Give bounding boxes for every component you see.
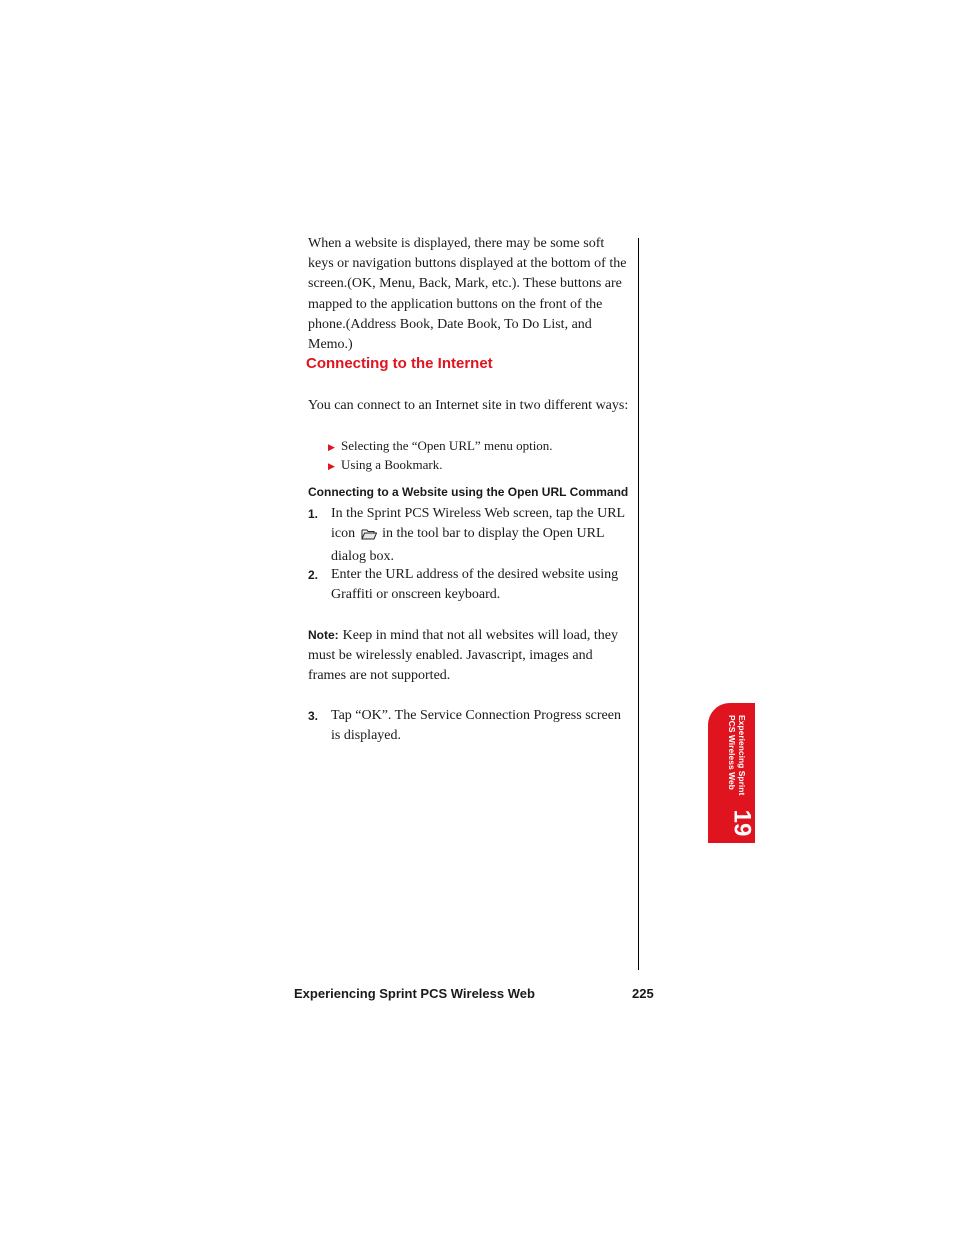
open-folder-icon — [361, 527, 377, 547]
step-number: 3. — [308, 709, 319, 723]
page-number: 225 — [632, 986, 654, 1001]
chapter-tab-line: Experiencing Sprint — [737, 715, 747, 796]
footer-title: Experiencing Sprint PCS Wireless Web — [294, 986, 535, 1001]
lead-paragraph: You can connect to an Internet site in two different ways: — [308, 398, 629, 413]
note-text: Keep in mind that not all websites will load, they must be wirelessly enabled. Javascript, images and frames are not supported. — [308, 628, 618, 684]
vertical-rule — [638, 238, 639, 970]
section-heading: Connecting to the Internet — [306, 355, 493, 372]
step-text: In the Sprint PCS Wireless Web screen, tap the URL icon — [331, 506, 625, 542]
step-item — [308, 706, 630, 746]
bullet-text: Selecting the “Open URL” menu option. — [341, 438, 553, 453]
step-text: in the tool bar to display the Open URL dialog box. — [331, 526, 604, 565]
chapter-number: 19 — [728, 809, 755, 837]
intro-paragraph: When a website is displayed, there may be some soft keys or navigation buttons displayed at the bottom of the screen.(OK, Menu, Back, Mark, etc.). These buttons are mapped to the application buttons on the front of the phone.(Address Book, Date Book, To Do List, and Memo.) — [308, 236, 627, 353]
chapter-tab-line: PCS Wireless Web — [727, 715, 737, 790]
chapter-tab-title — [727, 715, 747, 795]
note-paragraph — [308, 625, 630, 687]
bullet-arrow-icon: ▶ — [328, 442, 335, 452]
chapter-tab — [708, 703, 755, 843]
sub-heading: Connecting to a Website using the Open URL Command — [308, 485, 629, 499]
step-number: 2. — [308, 568, 319, 582]
step-item — [308, 504, 630, 568]
bullet-arrow-icon: ▶ — [328, 461, 335, 471]
step-number: 1. — [308, 507, 319, 521]
note-label: Note: — [308, 628, 339, 642]
step-text: Tap “OK”. The Service Connection Progress screen is displayed. — [331, 708, 621, 744]
step-text: Enter the URL address of the desired website using Graffiti or onscreen keyboard. — [331, 567, 619, 603]
bullet-item — [328, 437, 553, 456]
bullet-text: Using a Bookmark. — [341, 457, 443, 472]
step-item — [308, 565, 630, 605]
bullet-item — [328, 456, 442, 475]
